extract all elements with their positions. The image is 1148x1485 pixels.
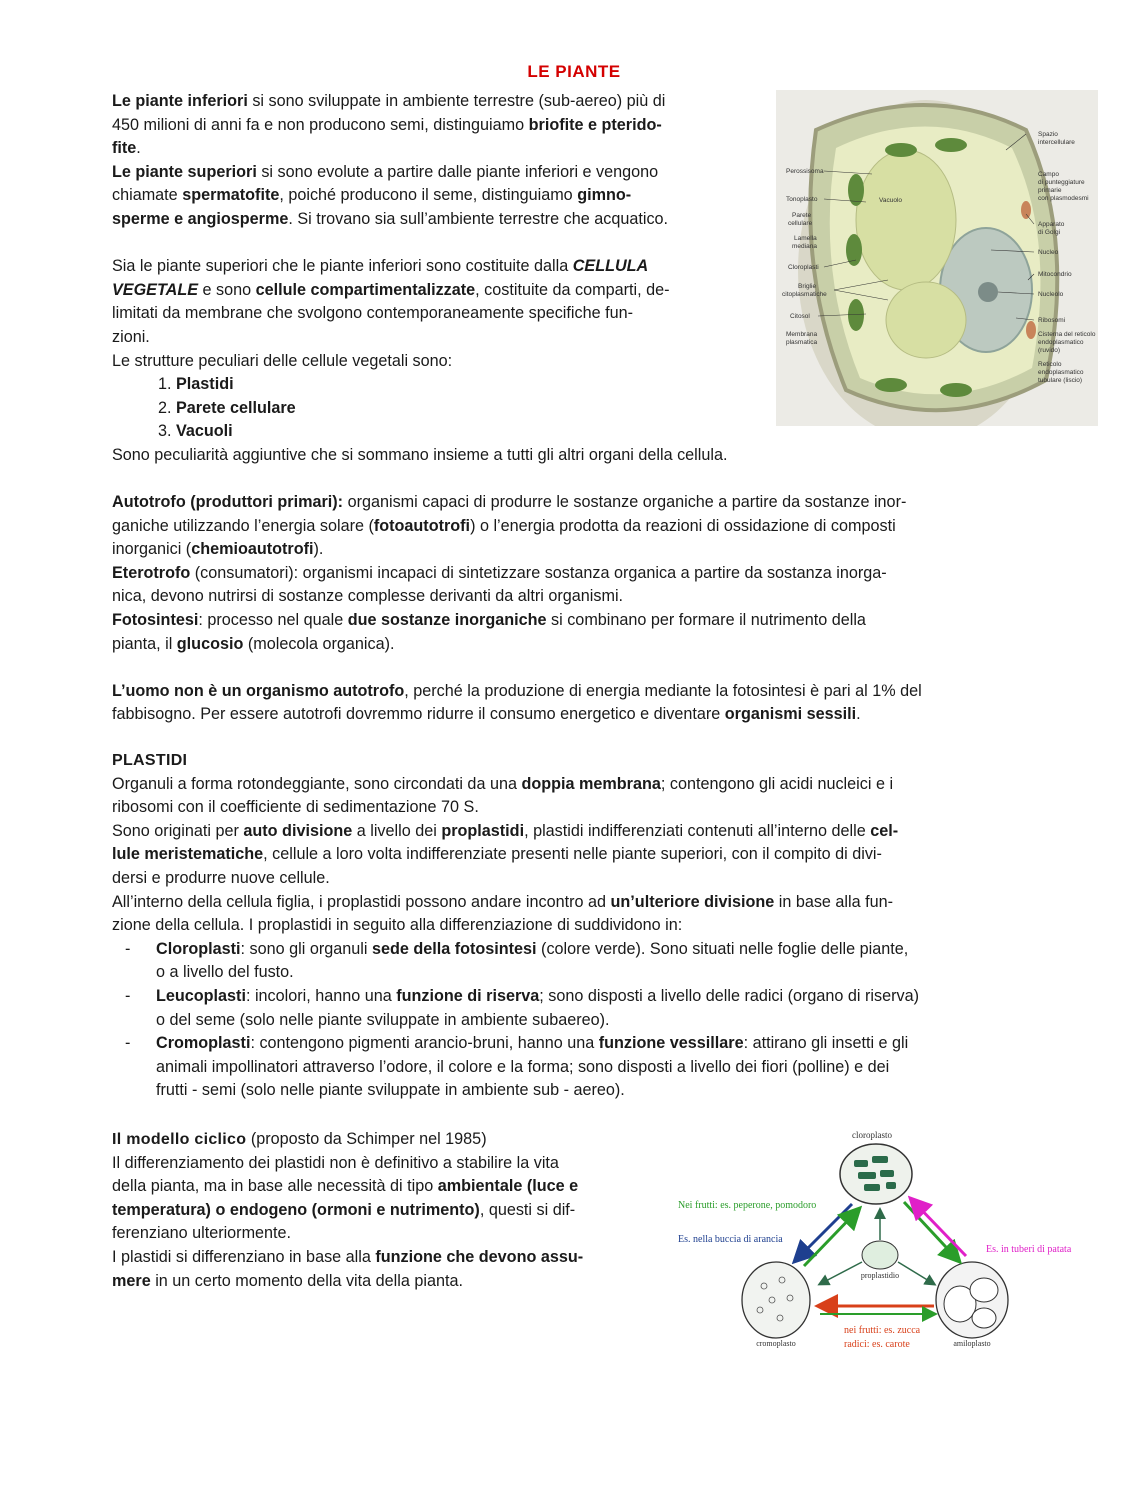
plant-cell-image xyxy=(776,90,1098,426)
svg-text:Apparato: Apparato xyxy=(1038,221,1065,228)
svg-text:citoplasmatiche: citoplasmatiche xyxy=(782,291,827,298)
plastid-cycle-diagram xyxy=(672,1128,1092,1358)
page-title: LE PIANTE xyxy=(527,62,621,81)
list-item: 1. Plastidi xyxy=(176,373,762,397)
svg-text:di Golgi: di Golgi xyxy=(1038,229,1061,236)
ciclico-section: Il modello ciclico (proposto da Schimper nel 1985) Il differenziamento dei plastidi non è definitivo a stabilire la vita della pianta, ma in base alle necessità di tipo ambientale (luce e temperatura) o endogeno (ormoni e nutrimento), questi si dif- ferenziano ulteriormente. I plastidi si differenziano in base alla funzione che devono assu- mere in un certo momento della vita della pianta. xyxy=(112,1130,584,1290)
amiloplasto-label: amiloplasto xyxy=(953,1339,991,1348)
svg-text:plasmatica: plasmatica xyxy=(786,339,818,346)
arrow-cloro-to-cromo xyxy=(796,1204,852,1260)
buccia-label: Es. nella buccia di arancia xyxy=(678,1234,783,1245)
svg-text:Parete: Parete xyxy=(792,212,812,219)
list-item: - Cloroplasti: sono gli organuli sede della fotosintesi (colore verde). Sono situati nelle foglie delle piante, o a livello del fusto. xyxy=(112,938,1042,985)
svg-text:Lamella: Lamella xyxy=(794,235,817,242)
list-item: 3. Vacuoli xyxy=(176,420,762,444)
svg-text:Campo: Campo xyxy=(1038,171,1059,178)
svg-text:Cisterna del reticolo: Cisterna del reticolo xyxy=(1038,331,1096,338)
svg-text:(ruvido): (ruvido) xyxy=(1038,347,1061,354)
section-heading: PLASTIDI xyxy=(112,752,188,769)
list-item: - Leucoplasti: incolori, hanno una funzione di riserva; sono disposti a livello delle radici (organo di riserva) o del seme (solo nelle piante sviluppate in ambiente subaereo). xyxy=(112,985,1042,1032)
svg-text:Perossisoma: Perossisoma xyxy=(786,168,824,175)
zucca-label: nei frutti: es. zucca xyxy=(844,1325,921,1336)
plastidi-section: PLASTIDI Organuli a forma rotondeggiante, sono circondati da una doppia membrana; contengono gli acidi nucleici e i ribosomi con il coefficiente di sedimentazione 70 S. Sono originati per auto divisione a livello dei proplastidi, plastidi indifferenziati contenuti all’interno delle cel- lule meristematiche, cellule a loro volta indifferenziate presenti nelle piante superiori, con il compito di divi- dersi e produrre nuove cellule. All’interno della cellula figlia, i proplastidi possono andare incontro ad un’ulteriore divisione in base alla fun- zione della cellula. I proplastidi in seguito alla differenziazione di suddividono in: - Cloroplasti: sono gli organuli sede della fotosintesi (colore verde). Sono situati nelle foglie delle piante, o a livello del fusto. - Leucoplasti: incolori, hanno una funzione di riserva; sono disposti a livello delle radici (organo di riserva) o del seme (solo nelle piante sviluppate in ambiente subaereo). - Cromoplasti: contengono pigmenti arancio-bruni, hanno una funzione vessillare: attirano gli insetti e gli animali impollinatori attraverso l’odore, il colore e la forma; sono disposti a livello dei fiori (polline) e dei frutti - semi (solo nelle piante sviluppate in ambiente sub - aereo). xyxy=(112,749,1042,1103)
svg-text:Reticolo: Reticolo xyxy=(1038,361,1062,368)
cromoplasto-label: cromoplasto xyxy=(756,1339,796,1348)
svg-text:Nucleolo: Nucleolo xyxy=(1038,291,1064,298)
svg-text:Tonoplasto: Tonoplasto xyxy=(786,196,818,203)
definitions-text: Autotrofo (produttori primari): organismi capaci di produrre le sostanze organiche a partire da sostanze inor- ganiche utilizzando l’energia solare (fotoautotrofi) o l’energia prodotta da reazioni di ossidazione di composti inorganici (chemioautotrofi). Eterotrofo (consumatori): organismi incapaci di sintetizzare sostanza organica a partire da sostanza inorga- nica, devono nutrirsi di sostanze complesse derivanti da altri organismi. Fotosintesi: processo nel quale due sostanze inorganiche si combinano per formare il nutrimento della pianta, il glucosio (molecola organica). L’uomo non è un organismo autotrofo, perché la produzione di energia mediante la fotosintesi è pari al 1% del fabbisogno. Per essere autotrofi dovremmo ridurre il consumo energetico e diventare organismi sessili. xyxy=(112,493,922,724)
svg-text:Ribosomi: Ribosomi xyxy=(1038,317,1066,324)
svg-text:di punteggiature: di punteggiature xyxy=(1038,179,1085,186)
svg-text:Spazio: Spazio xyxy=(1038,131,1058,138)
svg-text:Mitocondrio: Mitocondrio xyxy=(1038,271,1072,278)
svg-text:mediana: mediana xyxy=(792,243,817,250)
frutti-label: Nei frutti: es. peperone, pomodoro xyxy=(678,1200,817,1211)
svg-text:Briglie: Briglie xyxy=(798,283,817,290)
arrow-amilo-to-cloro xyxy=(912,1200,966,1256)
svg-text:tubulare (liscio): tubulare (liscio) xyxy=(1038,377,1083,384)
carote-label: radici: es. carote xyxy=(844,1339,910,1350)
list-item: 2. Parete cellulare xyxy=(176,397,762,421)
svg-text:primarie: primarie xyxy=(1038,187,1062,194)
plastid-types-list xyxy=(112,938,1042,1103)
arrow-cloro-to-amilo xyxy=(904,1202,958,1260)
svg-text:con plasmodesmi: con plasmodesmi xyxy=(1038,195,1089,202)
list-item: - Cromoplasti: contengono pigmenti arancio-bruni, hanno una funzione vessillare: attirano gli insetti e gli animali impollinatori attraverso l’odore, il colore e la forma; sono disposti a livello dei fiori (polline) e dei frutti - semi (solo nelle piante sviluppate in ambiente sub - aereo). xyxy=(112,1032,1042,1103)
svg-text:Cloroplasti: Cloroplasti xyxy=(788,264,819,271)
svg-text:intercellulare: intercellulare xyxy=(1038,139,1075,146)
svg-text:cellulare: cellulare xyxy=(788,220,813,227)
section-heading: Il modello ciclico xyxy=(112,1131,247,1148)
intro-text: Le piante inferiori si sono sviluppate in ambiente terrestre (sub-aereo) più di 450 milioni di anni fa e non producono semi, distinguiamo briofite e pterido- fite. Le piante superiori si sono evolute a partire dalle piante inferiori e vengono chiamate spermatofite, poiché producono il seme, distinguiamo gimno- sperme e angiosperme. Si trovano sia sull’ambiente terrestre che acquatico. Sia le piante superiori che le piante inferiori sono costituite dalla CELLULA VEGETALE e sono cellule compartimentalizzate, costituite da comparti, de- limitati da membrane che svolgono contemporaneamente specifiche fun- zioni. Le strutture peculiari delle cellule vegetali sono: 1. Plastidi 2. Parete cellulare 3. Vacuoli Sono peculiarità aggiuntive che si sommano insieme a tutti gli altri organi della cellula. xyxy=(112,90,762,468)
svg-text:Nucleo: Nucleo xyxy=(1038,249,1059,256)
vacuole-label: Vacuolo xyxy=(879,197,903,204)
svg-text:endoplasmatico: endoplasmatico xyxy=(1038,369,1084,376)
tuberi-label: Es. in tuberi di patata xyxy=(986,1244,1072,1255)
arrow-cromo-to-cloro xyxy=(804,1210,858,1266)
structures-list xyxy=(112,373,762,444)
svg-text:Citosol: Citosol xyxy=(790,313,810,320)
svg-text:Membrana: Membrana xyxy=(786,331,818,338)
svg-text:endoplasmatico: endoplasmatico xyxy=(1038,339,1084,346)
cloroplasto-label: cloroplasto xyxy=(852,1130,892,1140)
proplastidio-label: proplastidio xyxy=(860,1271,900,1280)
